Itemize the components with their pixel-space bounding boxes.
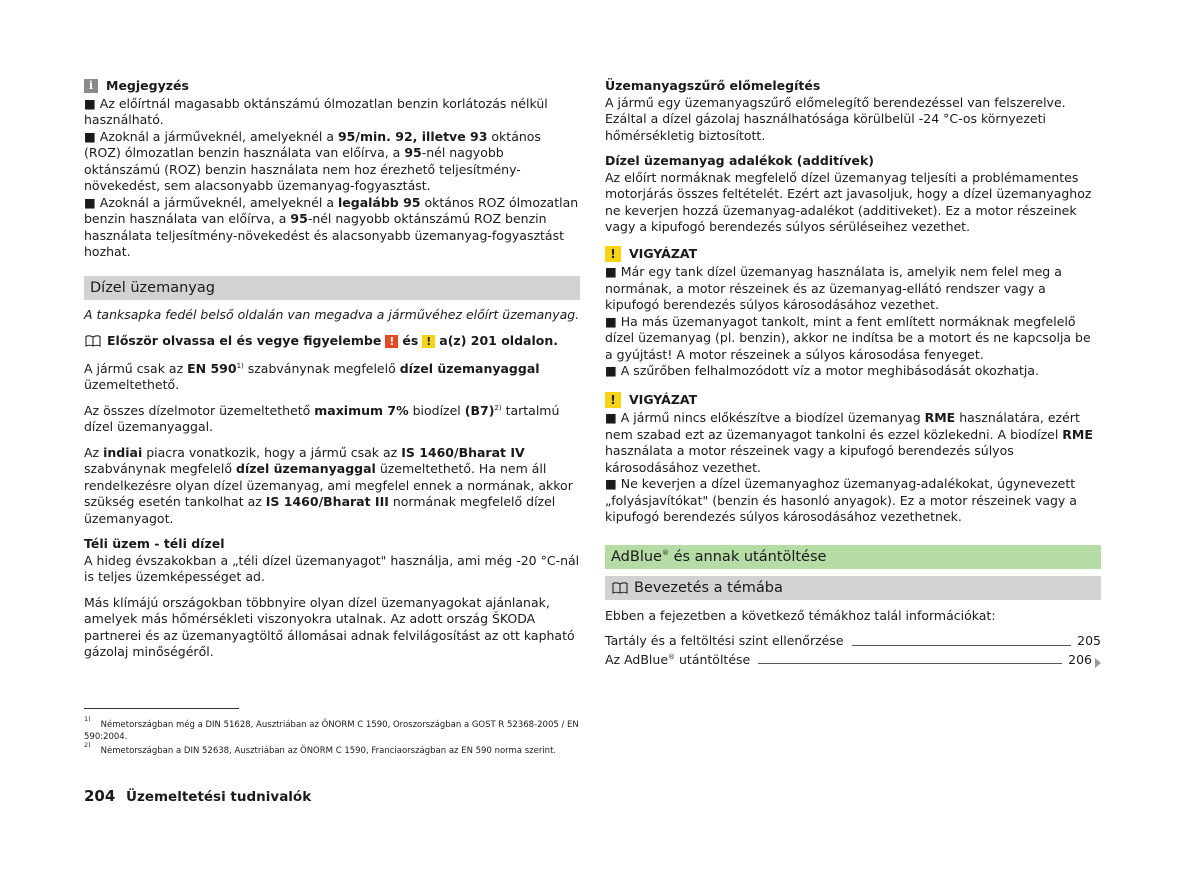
section-title-adblue: AdBlue® és annak utántöltése [605,545,1101,569]
left-column [84,78,580,670]
footnote-2: $^{2)}$Németországban a DIN 52638, Ausztriában az ÖNORM C 1590, Franciaországban az EN 590 norma szerint. [84,741,557,756]
diesel-para-1: A jármű csak az EN 590$^{1)}$ szabványnak megfelelő dízel üzemanyaggal üzemeltethető. [84,360,540,392]
preheat-text: A jármű egy üzemanyagszűrő előmelegítő berendezéssel van felszerelve. Ezáltal a dízel gázolaj használhatósága körülbelül -24 °C-os környezeti hőmérsékletig biztosított. [605,94,1066,143]
additive-text: Az előírt normáknak megfelelő dízel üzemanyag teljesíti a problémamentes motorjárás összes feltételét. Ezért azt javasoljuk, hogy a dízel üzemanyaghoz ne keverjen hozzá üzemanyag-adalékot (additiveket). Ez a motor részeinek vagy a kipufogó berendezés súlyos sérüléseihez vezethet. [605,169,1092,234]
page-number: 204 [84,787,116,805]
intro-heading: Bevezetés a témába [605,576,1101,600]
winter-heading: Téli üzem - téli dízel [84,536,225,551]
climate-text: Más klímájú országokban többnyire olyan dízel üzemanyagokat ajánlanak, amelyek más hőmérsékleti viszonyokra utalnak. Az adott ország ŠKODA partnerei és az üzemanyagtöltő állomásai adnak felvilágosítást az ott kapható gázolaj minőségéről. [84,594,575,659]
note-bullet-3: ■ Azoknál a járműveknél, amelyeknél a legalább 95 oktános ROZ ólmozatlan benzin használata van előírva, a 95-nél nagyobb oktánszámú ROZ benzin használata teljesítmény-növekedést és alacsonyabb üzemanyag-fogyasztást hozhat. [84,194,579,259]
preheat-heading: Üzemanyagszűrő előmelegítés [605,78,821,93]
footnote-1: $^{1)}$Németországban még a DIN 51628, Ausztriában az ÖNORM C 1590, Oroszországban a GOST R 52368-2005 / EN 590:2004. [84,715,579,742]
book-icon [85,335,101,347]
caution1-bullet-2: ■ Ha más üzemanyagot tankolt, mint a fent említett normáknak megfelelő dízel üzemanyag (pl. benzin), akkor ne indítsa be a motort és ne kapcsolja be a gyújtást! A motor részeinek a súlyos károsodása fenyeget. [605,313,1091,362]
read-first-link[interactable]: Először olvassa el és vegye figyelembe ! és ! a(z) 201 oldalon. [84,333,580,350]
book-icon [612,582,628,594]
note-bullet-2: ■ Azoknál a járműveknél, amelyeknél a 95/min. 92, illetve 93 oktános (ROZ) ólmozatlan benzin használata van előírva, a 95-nél nagyobb oktánszámú (ROZ) benzin használata nem hoz érezhető teljesítmény-növekedést, sem alacsonyabb üzemanyag-fogyasztást. [84,128,541,193]
caution-heading-2: ! VIGYÁZAT [605,392,1101,409]
caution2-bullet-2: ■ Ne keverjen a dízel üzemanyaghoz üzemanyag-adalékokat, úgynevezett „folyásjavítókat" (benzin és hasonló anyagok). Ez a motor részeinek vagy a kipufogó berendezés súlyos károsodásához vezethetnek. [605,476,1077,524]
section-title-diesel: Dízel üzemanyag [84,276,580,300]
diesel-para-2: Az összes dízelmotor üzemeltethető maximum 7% biodízel $(B7)^{2)}$ tartalmú dízel üzemanyaggal. [84,402,560,434]
additive-heading: Dízel üzemanyag adalékok (additívek) [605,153,874,168]
note-heading-text: Megjegyzés [106,78,189,93]
toc-item-1[interactable]: Tartály és a feltöltési szint ellenőrzése 205 [605,633,1101,648]
footnote-rule [84,708,239,709]
caution1-bullet-3: ■ A szűrőben felhalmozódott víz a motor meghibásodását okozhatja. [605,363,1039,378]
diesel-intro: A tanksapka fedél belső oldalán van megadva a járművéhez előírt üzemanyag. [84,306,580,322]
warning-icon: ! [605,246,621,262]
warning-icon: ! [422,335,435,348]
caution1-bullet-1: ■ Már egy tank dízel üzemanyag használata is, amelyik nem felel meg a normának, a motor részeinek és az üzemanyag-ellátó rendszer vagy a kipufogó berendezés súlyos károsodásához vezethet. [605,264,1062,312]
diesel-para-3: Az indiai piacra vonatkozik, hogy a jármű csak az IS 1460/Bharat IV szabványnak megfelelő dízel üzemanyaggal üzemeltethető. Ha nem áll rendelkezésre olyan dízel üzemanyag, ami megfelel ennek a normának, akkor szükség esetén tankolhat az IS 1460/Bharat III normának megfelelő dízel üzemanyagot. [84,444,573,526]
caution-heading-1: ! VIGYÁZAT [605,246,1101,263]
toc-item-2[interactable]: Az AdBlue® utántöltése 206 [605,652,1101,669]
page-footer [84,788,311,806]
right-column [605,78,1101,670]
next-page-arrow-icon[interactable] [1095,658,1101,668]
caution2-bullet-1: ■ A jármű nincs előkészítve a biodízel üzemanyag RME használatára, ezért nem szabad ezt az üzemanyagot tankolni és ezzel közlekedni. A biodízel RME használata a motor részeinek vagy a kipufogó berendezés súlyos károsodásához vezethet. [605,410,1093,475]
note-bullet-1: ■ Az előírtnál magasabb oktánszámú ólmozatlan benzin korlátozás nélkül használható. [84,95,548,127]
note-heading [84,78,580,95]
winter-text: A hideg évszakokban a „téli dízel üzemanyagot" használja, ami még -20 °C-nál is teljes üzemképességet ad. [84,552,580,584]
intro-text: Ebben a fejezetben a következő témákhoz talál információkat: [605,607,996,623]
warning-icon: ! [605,392,621,408]
info-icon: i [84,79,98,93]
danger-icon: ! [385,335,398,348]
footer-section: Üzemeltetési tudnivalók [126,789,312,805]
